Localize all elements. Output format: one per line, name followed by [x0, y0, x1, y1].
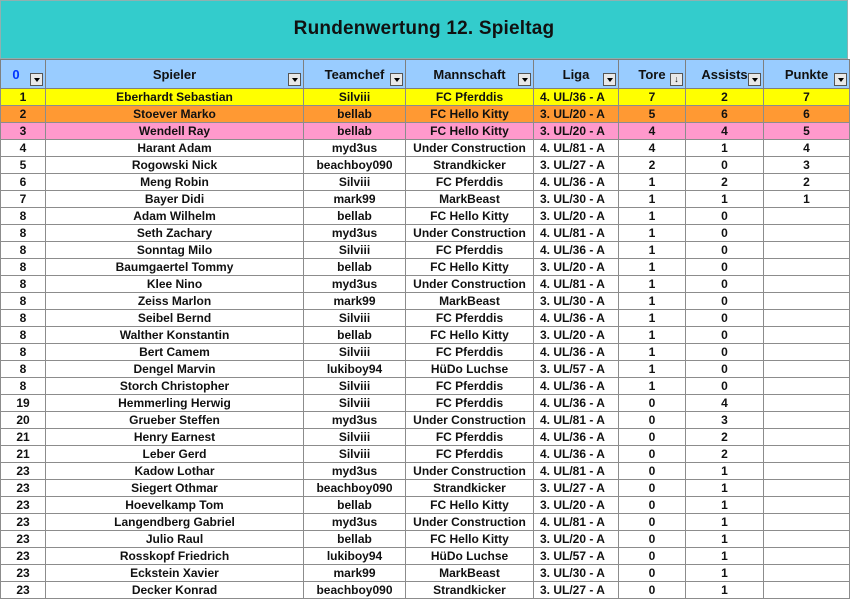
table-row: [1, 242, 850, 259]
cell-rank[interactable]: 23: [1, 480, 46, 497]
cell-punkte[interactable]: 6: [764, 106, 850, 123]
cell-spieler[interactable]: Baumgaertel Tommy: [46, 259, 304, 276]
header-teamchef[interactable]: [304, 60, 406, 89]
cell-assists[interactable]: 1: [686, 497, 764, 514]
cell-spieler[interactable]: Rosskopf Friedrich: [46, 548, 304, 565]
table-row: [1, 412, 850, 429]
cell-liga[interactable]: 3. UL/27 - A: [534, 480, 619, 497]
cell-liga[interactable]: 4. UL/81 - A: [534, 276, 619, 293]
header-spieler[interactable]: [46, 60, 304, 89]
cell-spieler[interactable]: Hoevelkamp Tom: [46, 497, 304, 514]
cell-liga[interactable]: 3. UL/20 - A: [534, 327, 619, 344]
table-row: [1, 208, 850, 225]
cell-teamchef[interactable]: beachboy090: [304, 582, 406, 599]
page-title: Rundenwertung 12. Spieltag: [293, 17, 555, 39]
cell-mannschaft[interactable]: FC Pferddis: [406, 344, 534, 361]
cell-tore[interactable]: 5: [619, 106, 686, 123]
cell-tore[interactable]: 1: [619, 378, 686, 395]
table-row: [1, 429, 850, 446]
cell-liga[interactable]: 3. UL/27 - A: [534, 157, 619, 174]
cell-assists[interactable]: 6: [686, 106, 764, 123]
cell-tore[interactable]: 0: [619, 463, 686, 480]
cell-teamchef[interactable]: mark99: [304, 191, 406, 208]
cell-tore[interactable]: 1: [619, 242, 686, 259]
cell-spieler[interactable]: Harant Adam: [46, 140, 304, 157]
cell-mannschaft[interactable]: Under Construction: [406, 412, 534, 429]
cell-rank[interactable]: 23: [1, 531, 46, 548]
sort-descending-icon[interactable]: [670, 73, 683, 86]
cell-teamchef[interactable]: myd3us: [304, 140, 406, 157]
cell-assists[interactable]: 4: [686, 395, 764, 412]
cell-mannschaft[interactable]: FC Hello Kitty: [406, 497, 534, 514]
table-row: [1, 157, 850, 174]
cell-teamchef[interactable]: Silviii: [304, 395, 406, 412]
cell-rank[interactable]: 8: [1, 242, 46, 259]
table-row: [1, 395, 850, 412]
cell-assists[interactable]: 0: [686, 344, 764, 361]
cell-liga[interactable]: 3. UL/20 - A: [534, 497, 619, 514]
table-row: [1, 514, 850, 531]
cell-punkte[interactable]: 2: [764, 174, 850, 191]
cell-assists[interactable]: 1: [686, 582, 764, 599]
cell-teamchef[interactable]: bellab: [304, 259, 406, 276]
cell-tore[interactable]: 4: [619, 140, 686, 157]
header-rank-label: 0: [12, 66, 20, 82]
header-tore[interactable]: [619, 60, 686, 89]
cell-rank[interactable]: 6: [1, 174, 46, 191]
cell-spieler[interactable]: Wendell Ray: [46, 123, 304, 140]
cell-tore[interactable]: 0: [619, 531, 686, 548]
cell-punkte[interactable]: [764, 565, 850, 582]
table-row: [1, 361, 850, 378]
table-row: [1, 480, 850, 497]
cell-teamchef[interactable]: beachboy090: [304, 157, 406, 174]
cell-spieler[interactable]: Rogowski Nick: [46, 157, 304, 174]
cell-mannschaft[interactable]: FC Hello Kitty: [406, 259, 534, 276]
header-assists-label: Assists: [701, 66, 748, 82]
header-teamchef-label: Teamchef: [324, 66, 385, 82]
cell-teamchef[interactable]: myd3us: [304, 276, 406, 293]
cell-mannschaft[interactable]: FC Pferddis: [406, 174, 534, 191]
cell-tore[interactable]: 0: [619, 429, 686, 446]
cell-tore[interactable]: 0: [619, 446, 686, 463]
cell-tore[interactable]: 0: [619, 480, 686, 497]
table-row: [1, 548, 850, 565]
cell-assists[interactable]: 1: [686, 140, 764, 157]
cell-assists[interactable]: 0: [686, 327, 764, 344]
cell-mannschaft[interactable]: Strandkicker: [406, 157, 534, 174]
table-row: [1, 378, 850, 395]
cell-spieler[interactable]: Seth Zachary: [46, 225, 304, 242]
cell-rank[interactable]: 5: [1, 157, 46, 174]
cell-punkte[interactable]: 4: [764, 140, 850, 157]
cell-spieler[interactable]: Eberhardt Sebastian: [46, 89, 304, 106]
cell-mannschaft[interactable]: FC Hello Kitty: [406, 123, 534, 140]
cell-spieler[interactable]: Bert Camem: [46, 344, 304, 361]
filter-dropdown-icon[interactable]: [603, 73, 616, 86]
cell-spieler[interactable]: Meng Robin: [46, 174, 304, 191]
cell-liga[interactable]: 3. UL/20 - A: [534, 531, 619, 548]
table-body: [1, 89, 850, 599]
cell-punkte[interactable]: [764, 446, 850, 463]
cell-punkte[interactable]: [764, 548, 850, 565]
cell-teamchef[interactable]: Silviii: [304, 174, 406, 191]
cell-teamchef[interactable]: Silviii: [304, 446, 406, 463]
cell-punkte[interactable]: [764, 276, 850, 293]
filter-dropdown-icon[interactable]: [288, 73, 301, 86]
cell-spieler[interactable]: Bayer Didi: [46, 191, 304, 208]
cell-punkte[interactable]: 7: [764, 89, 850, 106]
cell-mannschaft[interactable]: Strandkicker: [406, 480, 534, 497]
cell-punkte[interactable]: [764, 480, 850, 497]
cell-rank[interactable]: 8: [1, 208, 46, 225]
cell-assists[interactable]: 0: [686, 225, 764, 242]
cell-spieler[interactable]: Siegert Othmar: [46, 480, 304, 497]
header-row: [1, 60, 850, 89]
cell-liga[interactable]: 3. UL/27 - A: [534, 582, 619, 599]
cell-mannschaft[interactable]: FC Hello Kitty: [406, 327, 534, 344]
cell-liga[interactable]: 4. UL/36 - A: [534, 242, 619, 259]
cell-spieler[interactable]: Walther Konstantin: [46, 327, 304, 344]
cell-teamchef[interactable]: bellab: [304, 497, 406, 514]
cell-rank[interactable]: 8: [1, 361, 46, 378]
cell-assists[interactable]: 3: [686, 412, 764, 429]
table-row: [1, 565, 850, 582]
cell-punkte[interactable]: [764, 412, 850, 429]
cell-rank[interactable]: 8: [1, 378, 46, 395]
cell-liga[interactable]: 3. UL/20 - A: [534, 106, 619, 123]
table-row: [1, 446, 850, 463]
cell-teamchef[interactable]: mark99: [304, 565, 406, 582]
cell-liga[interactable]: 3. UL/57 - A: [534, 548, 619, 565]
cell-rank[interactable]: 23: [1, 497, 46, 514]
cell-liga[interactable]: 3. UL/20 - A: [534, 123, 619, 140]
cell-punkte[interactable]: [764, 429, 850, 446]
cell-rank[interactable]: 8: [1, 259, 46, 276]
cell-rank[interactable]: 2: [1, 106, 46, 123]
cell-mannschaft[interactable]: MarkBeast: [406, 565, 534, 582]
cell-rank[interactable]: 19: [1, 395, 46, 412]
cell-teamchef[interactable]: lukiboy94: [304, 361, 406, 378]
cell-liga[interactable]: 4. UL/81 - A: [534, 412, 619, 429]
cell-tore[interactable]: 4: [619, 123, 686, 140]
table-row: [1, 327, 850, 344]
cell-spieler[interactable]: Henry Earnest: [46, 429, 304, 446]
cell-mannschaft[interactable]: MarkBeast: [406, 191, 534, 208]
cell-mannschaft[interactable]: Under Construction: [406, 140, 534, 157]
cell-rank[interactable]: 8: [1, 225, 46, 242]
header-punkte[interactable]: [764, 60, 850, 89]
ranking-table: [0, 59, 850, 599]
cell-rank[interactable]: 23: [1, 582, 46, 599]
cell-liga[interactable]: 3. UL/30 - A: [534, 293, 619, 310]
cell-tore[interactable]: 1: [619, 293, 686, 310]
cell-tore[interactable]: 0: [619, 565, 686, 582]
cell-teamchef[interactable]: bellab: [304, 327, 406, 344]
cell-tore[interactable]: 1: [619, 310, 686, 327]
cell-teamchef[interactable]: Silviii: [304, 89, 406, 106]
cell-mannschaft[interactable]: FC Pferddis: [406, 310, 534, 327]
cell-liga[interactable]: 4. UL/36 - A: [534, 89, 619, 106]
cell-punkte[interactable]: [764, 242, 850, 259]
cell-rank[interactable]: 21: [1, 429, 46, 446]
cell-assists[interactable]: 1: [686, 548, 764, 565]
table-row: [1, 463, 850, 480]
cell-liga[interactable]: 4. UL/81 - A: [534, 140, 619, 157]
cell-punkte[interactable]: [764, 463, 850, 480]
cell-tore[interactable]: 1: [619, 344, 686, 361]
header-punkte-label: Punkte: [784, 66, 829, 82]
filter-dropdown-icon[interactable]: [834, 73, 847, 86]
cell-tore[interactable]: 2: [619, 157, 686, 174]
cell-mannschaft[interactable]: FC Pferddis: [406, 242, 534, 259]
table-row: [1, 582, 850, 599]
cell-assists[interactable]: 0: [686, 208, 764, 225]
cell-spieler[interactable]: Storch Christopher: [46, 378, 304, 395]
cell-tore[interactable]: 1: [619, 191, 686, 208]
cell-spieler[interactable]: Julio Raul: [46, 531, 304, 548]
cell-teamchef[interactable]: mark99: [304, 293, 406, 310]
table-row: [1, 123, 850, 140]
cell-mannschaft[interactable]: MarkBeast: [406, 293, 534, 310]
cell-punkte[interactable]: [764, 344, 850, 361]
cell-teamchef[interactable]: bellab: [304, 208, 406, 225]
header-liga-label: Liga: [562, 66, 590, 82]
cell-punkte[interactable]: [764, 514, 850, 531]
cell-punkte[interactable]: [764, 327, 850, 344]
cell-spieler[interactable]: Adam Wilhelm: [46, 208, 304, 225]
cell-tore[interactable]: 0: [619, 395, 686, 412]
header-spieler-label: Spieler: [152, 66, 197, 82]
cell-tore[interactable]: 1: [619, 208, 686, 225]
cell-teamchef[interactable]: beachboy090: [304, 480, 406, 497]
cell-mannschaft[interactable]: FC Pferddis: [406, 446, 534, 463]
cell-punkte[interactable]: [764, 225, 850, 242]
table-row: [1, 344, 850, 361]
header-assists[interactable]: [686, 60, 764, 89]
cell-spieler[interactable]: Decker Konrad: [46, 582, 304, 599]
cell-rank[interactable]: 8: [1, 276, 46, 293]
cell-rank[interactable]: 20: [1, 412, 46, 429]
cell-spieler[interactable]: Klee Nino: [46, 276, 304, 293]
cell-tore[interactable]: 7: [619, 89, 686, 106]
cell-teamchef[interactable]: myd3us: [304, 463, 406, 480]
header-mannschaft[interactable]: [406, 60, 534, 89]
table-row: [1, 174, 850, 191]
cell-liga[interactable]: 3. UL/30 - A: [534, 191, 619, 208]
cell-liga[interactable]: 3. UL/57 - A: [534, 361, 619, 378]
cell-spieler[interactable]: Eckstein Xavier: [46, 565, 304, 582]
cell-assists[interactable]: 1: [686, 565, 764, 582]
cell-assists[interactable]: 0: [686, 361, 764, 378]
cell-assists[interactable]: 1: [686, 463, 764, 480]
cell-rank[interactable]: 1: [1, 89, 46, 106]
cell-punkte[interactable]: [764, 582, 850, 599]
table-row: [1, 276, 850, 293]
table-row: [1, 259, 850, 276]
cell-spieler[interactable]: Seibel Bernd: [46, 310, 304, 327]
cell-punkte[interactable]: [764, 259, 850, 276]
cell-liga[interactable]: 4. UL/36 - A: [534, 429, 619, 446]
table-row: [1, 106, 850, 123]
cell-liga[interactable]: 3. UL/20 - A: [534, 208, 619, 225]
cell-liga[interactable]: 4. UL/36 - A: [534, 378, 619, 395]
table-row: [1, 225, 850, 242]
cell-punkte[interactable]: [764, 208, 850, 225]
cell-teamchef[interactable]: myd3us: [304, 412, 406, 429]
cell-liga[interactable]: 4. UL/36 - A: [534, 446, 619, 463]
cell-teamchef[interactable]: Silviii: [304, 310, 406, 327]
cell-tore[interactable]: 1: [619, 174, 686, 191]
cell-rank[interactable]: 8: [1, 310, 46, 327]
table-row: [1, 531, 850, 548]
header-mannschaft-label: Mannschaft: [433, 66, 506, 82]
cell-assists[interactable]: 0: [686, 310, 764, 327]
cell-liga[interactable]: 4. UL/81 - A: [534, 514, 619, 531]
cell-teamchef[interactable]: bellab: [304, 531, 406, 548]
cell-tore[interactable]: 1: [619, 361, 686, 378]
cell-assists[interactable]: 2: [686, 89, 764, 106]
cell-spieler[interactable]: Zeiss Marlon: [46, 293, 304, 310]
cell-punkte[interactable]: [764, 293, 850, 310]
cell-assists[interactable]: 1: [686, 480, 764, 497]
cell-punkte[interactable]: 3: [764, 157, 850, 174]
cell-spieler[interactable]: Leber Gerd: [46, 446, 304, 463]
cell-rank[interactable]: 3: [1, 123, 46, 140]
cell-liga[interactable]: 4. UL/81 - A: [534, 463, 619, 480]
cell-mannschaft[interactable]: Under Construction: [406, 514, 534, 531]
table-row: [1, 293, 850, 310]
cell-rank[interactable]: 8: [1, 293, 46, 310]
cell-tore[interactable]: 1: [619, 225, 686, 242]
cell-teamchef[interactable]: bellab: [304, 123, 406, 140]
cell-punkte[interactable]: 5: [764, 123, 850, 140]
cell-assists[interactable]: 0: [686, 276, 764, 293]
cell-liga[interactable]: 4. UL/36 - A: [534, 344, 619, 361]
cell-mannschaft[interactable]: FC Pferddis: [406, 429, 534, 446]
cell-teamchef[interactable]: myd3us: [304, 514, 406, 531]
cell-mannschaft[interactable]: HüDo Luchse: [406, 548, 534, 565]
cell-teamchef[interactable]: Silviii: [304, 242, 406, 259]
cell-teamchef[interactable]: Silviii: [304, 429, 406, 446]
cell-punkte[interactable]: [764, 531, 850, 548]
cell-assists[interactable]: 0: [686, 242, 764, 259]
cell-tore[interactable]: 0: [619, 514, 686, 531]
table-row: [1, 310, 850, 327]
cell-mannschaft[interactable]: FC Pferddis: [406, 395, 534, 412]
cell-teamchef[interactable]: Silviii: [304, 378, 406, 395]
cell-liga[interactable]: 4. UL/36 - A: [534, 395, 619, 412]
cell-tore[interactable]: 1: [619, 327, 686, 344]
cell-rank[interactable]: 23: [1, 565, 46, 582]
cell-assists[interactable]: 2: [686, 174, 764, 191]
cell-assists[interactable]: 0: [686, 293, 764, 310]
cell-spieler[interactable]: Kadow Lothar: [46, 463, 304, 480]
cell-assists[interactable]: 1: [686, 514, 764, 531]
cell-punkte[interactable]: 1: [764, 191, 850, 208]
cell-mannschaft[interactable]: Under Construction: [406, 276, 534, 293]
cell-mannschaft[interactable]: FC Hello Kitty: [406, 531, 534, 548]
cell-assists[interactable]: 4: [686, 123, 764, 140]
cell-spieler[interactable]: Dengel Marvin: [46, 361, 304, 378]
cell-mannschaft[interactable]: Under Construction: [406, 463, 534, 480]
cell-mannschaft[interactable]: FC Pferddis: [406, 89, 534, 106]
cell-tore[interactable]: 0: [619, 548, 686, 565]
cell-assists[interactable]: 1: [686, 191, 764, 208]
cell-spieler[interactable]: Hemmerling Herwig: [46, 395, 304, 412]
cell-mannschaft[interactable]: Under Construction: [406, 225, 534, 242]
cell-spieler[interactable]: Sonntag Milo: [46, 242, 304, 259]
cell-rank[interactable]: 21: [1, 446, 46, 463]
cell-punkte[interactable]: [764, 497, 850, 514]
cell-rank[interactable]: 8: [1, 327, 46, 344]
filter-dropdown-icon[interactable]: [30, 73, 43, 86]
filter-dropdown-icon[interactable]: [390, 73, 403, 86]
cell-teamchef[interactable]: Silviii: [304, 344, 406, 361]
cell-liga[interactable]: 3. UL/20 - A: [534, 259, 619, 276]
cell-tore[interactable]: 1: [619, 276, 686, 293]
header-rank[interactable]: [1, 60, 46, 89]
cell-assists[interactable]: 0: [686, 259, 764, 276]
table-row: [1, 89, 850, 106]
cell-spieler[interactable]: Stoever Marko: [46, 106, 304, 123]
table-row: [1, 497, 850, 514]
cell-rank[interactable]: 4: [1, 140, 46, 157]
cell-teamchef[interactable]: bellab: [304, 106, 406, 123]
header-liga[interactable]: [534, 60, 619, 89]
cell-rank[interactable]: 7: [1, 191, 46, 208]
cell-mannschaft[interactable]: FC Hello Kitty: [406, 106, 534, 123]
cell-mannschaft[interactable]: FC Hello Kitty: [406, 208, 534, 225]
cell-punkte[interactable]: [764, 395, 850, 412]
cell-punkte[interactable]: [764, 310, 850, 327]
cell-liga[interactable]: 4. UL/81 - A: [534, 225, 619, 242]
cell-liga[interactable]: 3. UL/30 - A: [534, 565, 619, 582]
cell-assists[interactable]: 1: [686, 531, 764, 548]
cell-assists[interactable]: 0: [686, 157, 764, 174]
cell-rank[interactable]: 23: [1, 548, 46, 565]
cell-punkte[interactable]: [764, 361, 850, 378]
cell-mannschaft[interactable]: FC Pferddis: [406, 378, 534, 395]
cell-rank[interactable]: 8: [1, 344, 46, 361]
cell-tore[interactable]: 1: [619, 259, 686, 276]
cell-punkte[interactable]: [764, 378, 850, 395]
cell-spieler[interactable]: Grueber Steffen: [46, 412, 304, 429]
title-bar: [0, 0, 848, 59]
cell-rank[interactable]: 23: [1, 463, 46, 480]
cell-assists[interactable]: 2: [686, 446, 764, 463]
cell-teamchef[interactable]: lukiboy94: [304, 548, 406, 565]
cell-liga[interactable]: 4. UL/36 - A: [534, 174, 619, 191]
cell-mannschaft[interactable]: Strandkicker: [406, 582, 534, 599]
filter-dropdown-icon[interactable]: [748, 73, 761, 86]
cell-assists[interactable]: 0: [686, 378, 764, 395]
cell-spieler[interactable]: Langendberg Gabriel: [46, 514, 304, 531]
cell-teamchef[interactable]: myd3us: [304, 225, 406, 242]
cell-mannschaft[interactable]: HüDo Luchse: [406, 361, 534, 378]
table-row: [1, 140, 850, 157]
cell-tore[interactable]: 0: [619, 582, 686, 599]
table-row: [1, 191, 850, 208]
filter-dropdown-icon[interactable]: [518, 73, 531, 86]
cell-assists[interactable]: 2: [686, 429, 764, 446]
header-tore-label: Tore: [638, 66, 666, 82]
cell-tore[interactable]: 0: [619, 412, 686, 429]
cell-tore[interactable]: 0: [619, 497, 686, 514]
cell-liga[interactable]: 4. UL/36 - A: [534, 310, 619, 327]
cell-rank[interactable]: 23: [1, 514, 46, 531]
